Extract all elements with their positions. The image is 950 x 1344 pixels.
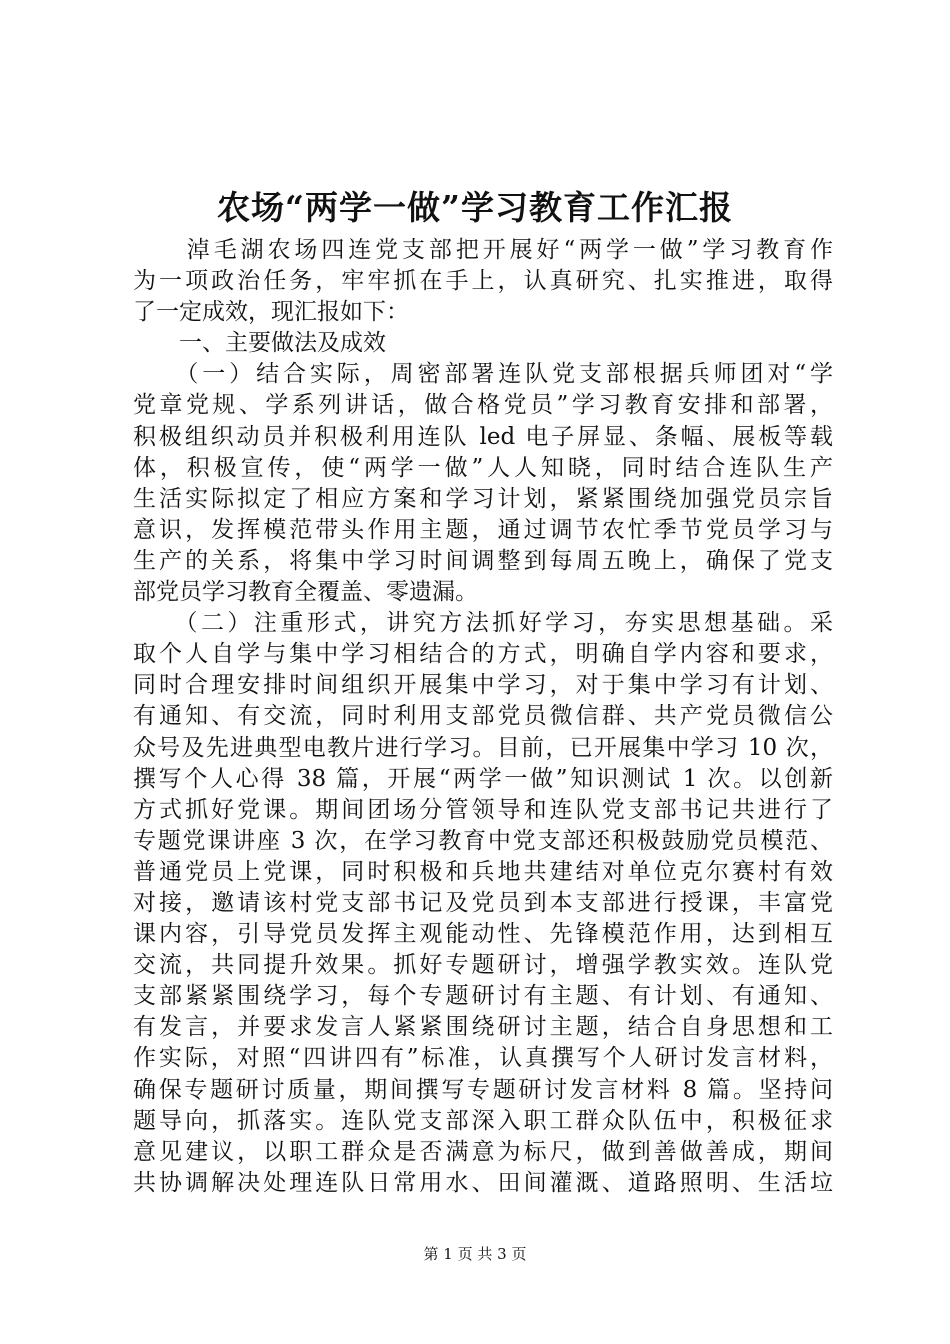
body-line: 有通知、有交流，同时利用支部党员微信群、共产党员微信公 — [133, 703, 833, 730]
body-line: 积极组织动员并积极利用连队 led 电子屏显、条幅、展板等载 — [133, 423, 833, 450]
body-line: 生产的关系，将集中学习时间调整到每周五晚上，确保了党支 — [133, 547, 833, 574]
body-line: 专题党课讲座 3 次，在学习教育中党支部还积极鼓励党员模范、 — [133, 827, 833, 854]
body-line: 同时合理安排时间组织开展集中学习，对于集中学习有计划、 — [133, 672, 833, 699]
body-line: 党章党规、学系列讲话，做合格党员”学习教育安排和部署， — [133, 392, 833, 419]
body-line: 确保专题研讨质量，期间撰写专题研讨发言材料 8 篇。坚持问 — [133, 1076, 833, 1103]
body-line: （二）注重形式，讲究方法抓好学习，夯实思想基础。采 — [133, 610, 833, 637]
body-line: 作实际，对照“四讲四有”标准，认真撰写个人研讨发言材料， — [133, 1045, 833, 1072]
body-line: 生活实际拟定了相应方案和学习计划，紧紧围绕加强党员宗旨 — [133, 485, 833, 512]
body-line: （一）结合实际，周密部署连队党支部根据兵师团对“学 — [133, 361, 833, 388]
body-line: 部党员学习教育全覆盖、零遗漏。 — [133, 579, 478, 606]
body-line: 普通党员上党课，同时积极和兵地共建结对单位克尔赛村有效 — [133, 858, 833, 885]
body-line: 交流，共同提升效果。抓好专题研讨，增强学教实效。连队党 — [133, 952, 833, 979]
body-line: 为一项政治任务，牢牢抓在手上，认真研究、扎实推进，取得 — [133, 268, 833, 295]
document-title: 农场“两学一做”学习教育工作汇报 — [217, 188, 733, 227]
body-line: 对接，邀请该村党支部书记及党员到本支部进行授课，丰富党 — [133, 889, 833, 916]
page-number: 第 1 页 共 3 页 — [423, 1245, 527, 1263]
body-line: 了一定成效，现汇报如下： — [133, 299, 409, 326]
body-line: 取个人自学与集中学习相结合的方式，明确自学内容和要求， — [133, 641, 833, 668]
body-line: 意见建议，以职工群众是否满意为标尺，做到善做善成，期间 — [133, 1138, 833, 1165]
body-line: 意识，发挥模范带头作用主题，通过调节农忙季节党员学习与 — [133, 516, 833, 543]
document-body — [133, 235, 833, 1199]
body-line: 课内容，引导党员发挥主观能动性、先锋模范作用，达到相互 — [133, 921, 833, 948]
body-line: 题导向，抓落实。连队党支部深入职工群众队伍中，积极征求 — [133, 1107, 833, 1134]
body-line: 众号及先进典型电教片进行学习。目前，已开展集中学习 10 次， — [133, 734, 833, 761]
body-line: 淖毛湖农场四连党支部把开展好“两学一做”学习教育作 — [133, 237, 833, 263]
body-line: 共协调解决处理连队日常用水、田间灌溉、道路照明、生活垃 — [133, 1169, 833, 1196]
body-line: 撰写个人心得 38 篇，开展“两学一做”知识测试 1 次。以创新 — [133, 765, 833, 792]
section-heading: 一、主要做法及成效 — [133, 330, 386, 357]
body-line: 方式抓好党课。期间团场分管领导和连队党支部书记共进行了 — [133, 796, 833, 823]
body-line: 体，积极宣传，使“两学一做”人人知晓，同时结合连队生产 — [133, 454, 833, 481]
body-line: 有发言，并要求发言人紧紧围绕研讨主题，结合自身思想和工 — [133, 1014, 833, 1041]
body-line: 支部紧紧围绕学习，每个专题研讨有主题、有计划、有通知、 — [133, 983, 833, 1010]
